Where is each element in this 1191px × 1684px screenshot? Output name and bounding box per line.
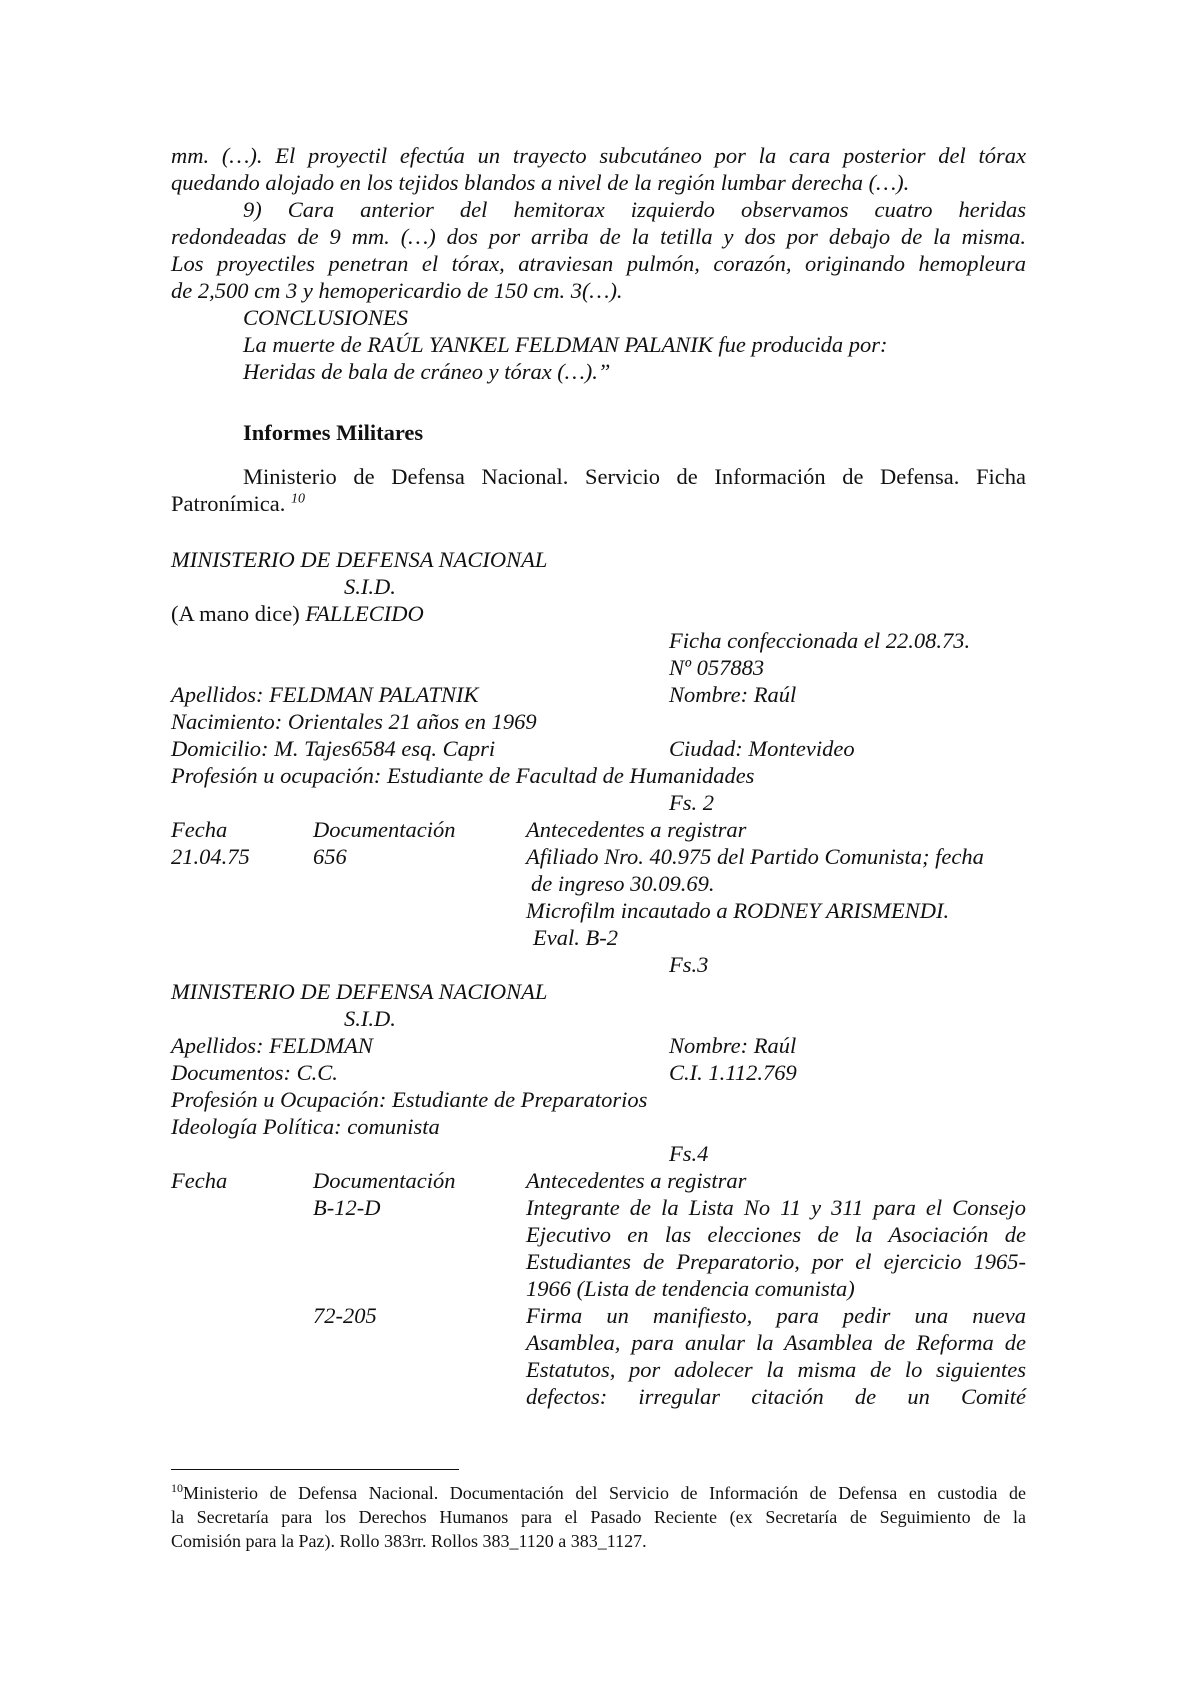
ficha1-mano <box>171 600 1026 627</box>
ficha1-row-fecha: 21.04.75 <box>171 844 250 869</box>
ficha2-sid: S.I.D. <box>344 1006 396 1031</box>
footnote-reference[interactable]: 10 <box>290 491 305 507</box>
intro-line-1: mm. (…). El proyectil efectúa un trayecto subcutáneo por la cara posterior del tórax <box>171 143 1026 168</box>
section-heading: Informes Militares <box>243 420 424 445</box>
ficha2-ideologia: Ideología Política: comunista <box>171 1114 440 1139</box>
conclusion-line-1: La muerte de RAÚL YANKEL FELDMAN PALANIK fue producida por: <box>243 332 888 357</box>
ficha2-a1-line-2: Ejecutivo en las elecciones de la Asociación de <box>526 1222 1026 1247</box>
intro-line-2: quedando alojado en los tejidos blandos a nivel de la región lumbar derecha (…). <box>171 170 910 195</box>
footnote-text-1: Ministerio de Defensa Nacional. Documentación del Servicio de Información de Defensa en custodia de <box>183 1483 1026 1503</box>
ficha1-ministry: MINISTERIO DE DEFENSA NACIONAL <box>171 547 548 572</box>
conclusion-line-2: Heridas de bala de cráneo y tórax (…).” <box>243 359 611 384</box>
ficha2-doc-2: 72-205 <box>313 1303 377 1328</box>
ficha1-ciudad: Ciudad: Montevideo <box>669 736 855 761</box>
ficha1-ant-line-4: Eval. B-2 <box>533 925 618 950</box>
ficha1-ant-line-3: Microfilm incautado a RODNEY ARISMENDI. <box>526 898 950 923</box>
ficha2-a1-line-4: 1966 (Lista de tendencia comunista) <box>526 1276 855 1301</box>
item-9-line-2: redondeadas de 9 mm. (…) dos por arriba de la tetilla y dos por debajo de la misma. <box>171 224 1026 249</box>
ficha1-col-fecha: Fecha <box>171 817 228 842</box>
ficha2-col-antecedentes: Antecedentes a registrar <box>526 1168 747 1193</box>
ficha2-col-fecha: Fecha <box>171 1168 228 1193</box>
ficha1-fs3: Fs.3 <box>669 952 709 977</box>
ficha1-col-antecedentes: Antecedentes a registrar <box>526 817 747 842</box>
footnote-divider <box>171 1469 459 1470</box>
ficha2-a2-line-4: defectos: irregular citación de un Comité <box>526 1384 1026 1409</box>
ficha2-a2-line-2: Asamblea, para anular la Asamblea de Reforma de <box>526 1330 1026 1355</box>
ficha2-ministry: MINISTERIO DE DEFENSA NACIONAL <box>171 979 548 1004</box>
ficha1-mano-prefix: (A mano dice) <box>171 601 306 626</box>
section-para-text: Patronímica. <box>171 491 286 516</box>
section-para-line-1: Ministerio de Defensa Nacional. Servicio de Información de Defensa. Ficha <box>243 464 1026 489</box>
ficha1-row-doc: 656 <box>313 844 347 869</box>
section-para-line-2 <box>171 490 1026 517</box>
ficha1-apellidos: Apellidos: FELDMAN PALATNIK <box>171 682 479 707</box>
ficha1-numero: Nº 057883 <box>669 655 765 680</box>
ficha2-ci: C.I. 1.112.769 <box>669 1060 797 1085</box>
ficha2-a2-line-3: Estatutos, por adolecer la misma de lo siguientes <box>526 1357 1026 1382</box>
ficha1-fs: Fs. 2 <box>669 790 714 815</box>
footnote-line-1 <box>171 1481 1026 1505</box>
ficha1-ant-line-1: Afiliado Nro. 40.975 del Partido Comunista; fecha <box>526 844 984 869</box>
ficha1-mano-value: FALLECIDO <box>305 601 424 626</box>
item-9-line-4: de 2,500 cm 3 y hemopericardio de 150 cm. 3(…). <box>171 278 623 303</box>
footnote-line-3: Comisión para la Paz). Rollo 383rr. Rollos 383_1120 a 383_1127. <box>171 1531 647 1551</box>
ficha2-apellidos: Apellidos: FELDMAN <box>171 1033 373 1058</box>
ficha2-fs: Fs.4 <box>669 1141 709 1166</box>
conclusiones-heading: CONCLUSIONES <box>243 305 409 330</box>
ficha2-profesion: Profesión u Ocupación: Estudiante de Preparatorios <box>171 1087 648 1112</box>
ficha1-ant-line-2: de ingreso 30.09.69. <box>531 871 715 896</box>
item-9-line-3: Los proyectiles penetran el tórax, atraviesan pulmón, corazón, originando hemopleura <box>171 251 1026 276</box>
item-9-line-1: 9) Cara anterior del hemitorax izquierdo observamos cuatro heridas <box>243 197 1026 222</box>
ficha1-nombre: Nombre: Raúl <box>669 682 797 707</box>
ficha2-a1-line-3: Estudiantes de Preparatorio, por el ejercicio 1965- <box>526 1249 1026 1274</box>
ficha1-sid: S.I.D. <box>344 574 396 599</box>
footnote-line-2: la Secretaría para los Derechos Humanos para el Pasado Reciente (ex Secretaría de Seguimiento de la <box>171 1507 1026 1527</box>
ficha1-domicilio: Domicilio: M. Tajes6584 esq. Capri <box>171 736 496 761</box>
footnote-number: 10 <box>171 1481 183 1495</box>
ficha1-nacimiento: Nacimiento: Orientales 21 años en 1969 <box>171 709 537 734</box>
ficha2-doc-1: B-12-D <box>313 1195 381 1220</box>
ficha1-col-documentacion: Documentación <box>313 817 456 842</box>
ficha2-a2-line-1: Firma un manifiesto, para pedir una nueva <box>526 1303 1026 1328</box>
ficha1-profesion: Profesión u ocupación: Estudiante de Facultad de Humanidades <box>171 763 755 788</box>
ficha1-confeccionada: Ficha confeccionada el 22.08.73. <box>669 628 971 653</box>
ficha2-a1-line-1: Integrante de la Lista No 11 y 311 para el Consejo <box>526 1195 1026 1220</box>
ficha2-documentos: Documentos: C.C. <box>171 1060 338 1085</box>
ficha2-nombre: Nombre: Raúl <box>669 1033 797 1058</box>
ficha2-col-documentacion: Documentación <box>313 1168 456 1193</box>
